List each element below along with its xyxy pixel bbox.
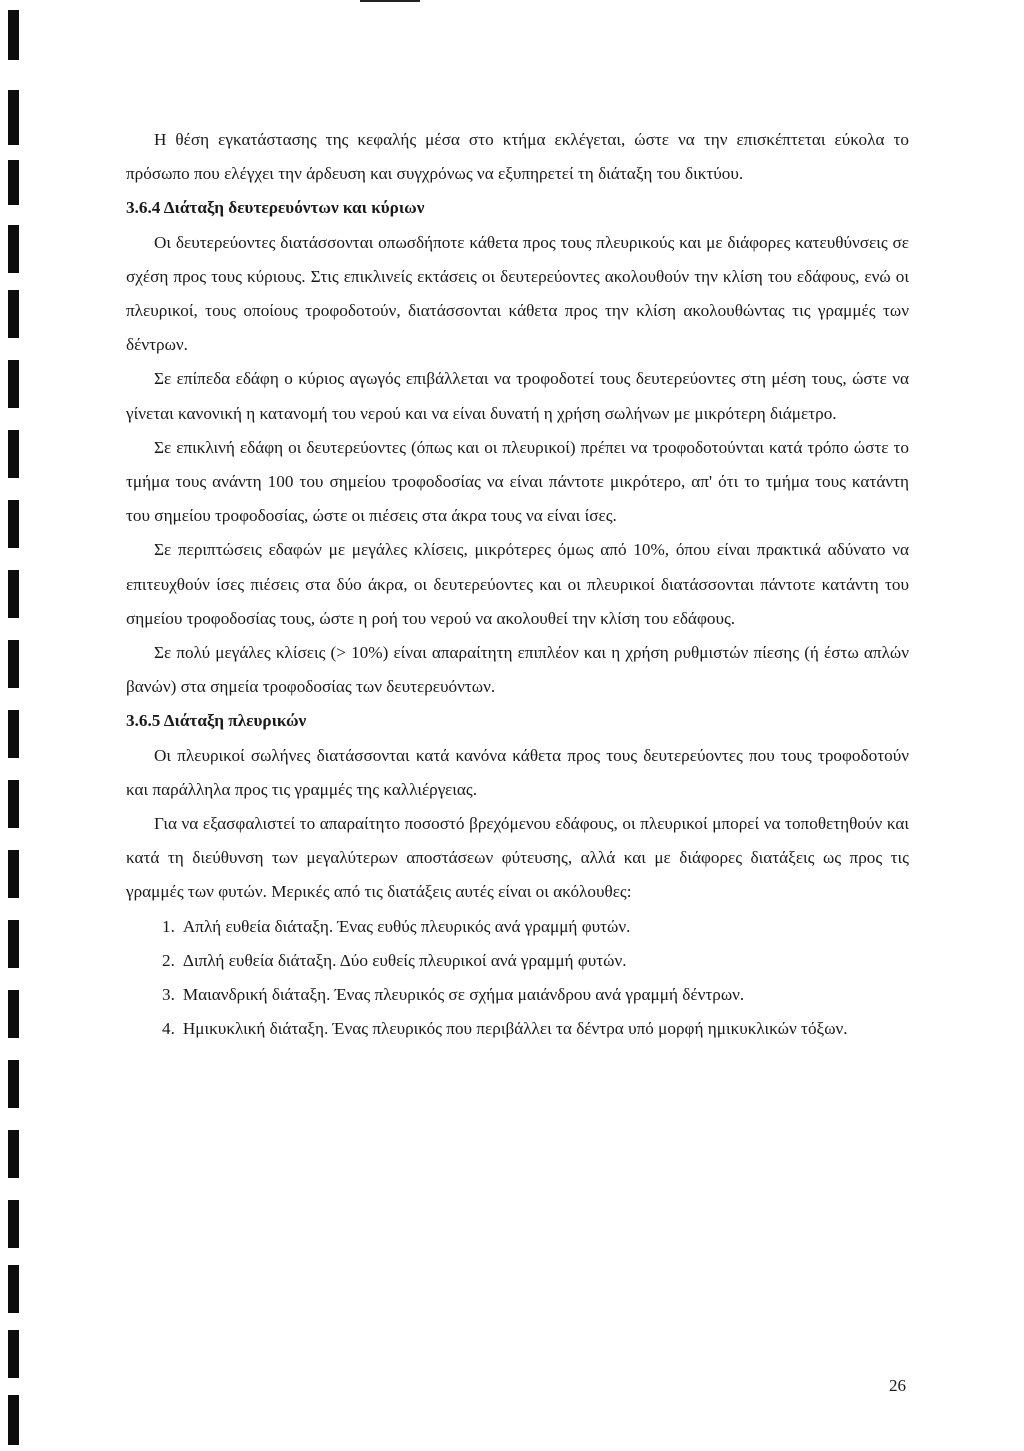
paragraph-very-steep-slopes: Σε πολύ μεγάλες κλίσεις (> 10%) είναι απαραίτητη επιπλέον και η χρήση ρυθμιστών πίεσης (ή έστω απλών βανών) στα σημεία τροφοδοσίας των δευτερευόντων. bbox=[126, 643, 909, 697]
binding-mark bbox=[8, 160, 19, 205]
binding-mark bbox=[8, 1330, 19, 1378]
list-item-text: Διπλή ευθεία διάταξη. Δύο ευθείς πλευρικοί ανά γραμμή φυτών. bbox=[182, 950, 627, 970]
binding-mark bbox=[8, 1395, 19, 1445]
list-item-text: Απλή ευθεία διάταξη. Ένας ευθύς πλευρικός ανά γραμμή φυτών. bbox=[182, 916, 631, 936]
list-item-number: 2. bbox=[162, 950, 175, 970]
scan-edge-line bbox=[360, 0, 420, 2]
binding-mark bbox=[8, 850, 19, 898]
binding-mark bbox=[8, 780, 19, 828]
binding-mark bbox=[8, 640, 19, 688]
list-item-number: 1. bbox=[162, 916, 175, 936]
binding-mark bbox=[8, 225, 19, 273]
page-number: 26 bbox=[889, 1376, 906, 1395]
binding-mark bbox=[8, 710, 19, 758]
list-item bbox=[126, 944, 909, 978]
layout-types-list bbox=[126, 910, 909, 1047]
paragraph-laterals-layout: Οι πλευρικοί σωλήνες διατάσσονται κατά κανόνα κάθετα προς τους δευτερεύοντες που τους τροφοδοτούν και παράλληλα προς τις γραμμές της καλλιέργειας. bbox=[126, 745, 909, 799]
list-item-text: Μαιανδρική διάταξη. Ένας πλευρικός σε σχήμα μαιάνδρου ανά γραμμή δέντρων. bbox=[182, 985, 745, 1005]
paragraph-head-location: Η θέση εγκατάστασης της κεφαλής μέσα στο κτήμα εκλέγεται, ώστε να την επισκέπτεται εύκολα το πρόσωπο που ελέγχει την άρδευση και συγχρόνως να εξυπηρετεί τη διάταξη του δικτύου. bbox=[126, 130, 909, 184]
binding-mark bbox=[8, 1200, 19, 1248]
binding-mark bbox=[8, 10, 19, 60]
binding-mark bbox=[8, 990, 19, 1038]
list-item-number: 3. bbox=[162, 985, 175, 1005]
section-heading-3-6-4: 3.6.4 Διάταξη δευτερευόντων και κύριων bbox=[126, 198, 425, 218]
list-item bbox=[126, 978, 909, 1012]
binding-mark bbox=[8, 920, 19, 968]
paragraph-secondary-layout: Οι δευτερεύοντες διατάσσονται οπωσδήποτε κάθετα προς τους πλευρικούς και με διάφορες κατευθύνσεις σε σχέση προς τους κύριους. Στις επικλινείς εκτάσεις οι δευτερεύοντες ακολουθούν την κλίση του εδάφους, ενώ οι πλευρικοί, τους οποίους τροφοδοτούν, διατάσσονται κάθετα προς την κλίση ακολουθώντας τις γραμμές των δέντρων. bbox=[126, 232, 909, 355]
binding-mark bbox=[8, 360, 19, 408]
list-item bbox=[126, 910, 909, 944]
binding-mark bbox=[8, 1130, 19, 1178]
list-item-text: Ημικυκλική διάταξη. Ένας πλευρικός που περιβάλλει τα δέντρα υπό μορφή ημικυκλικών τόξων. bbox=[182, 1019, 848, 1039]
paragraph-flat-terrain: Σε επίπεδα εδάφη ο κύριος αγωγός επιβάλλεται να τροφοδοτεί τους δευτερεύοντες στη μέση τους, ώστε να γίνεται κανονική η κατανομή του νερού και να είναι δυνατή η χρήση σωλήνων με μικρότερη διάμετρο. bbox=[126, 369, 909, 423]
section-heading-3-6-5: 3.6.5 Διάταξη πλευρικών bbox=[126, 711, 307, 731]
binding-mark bbox=[8, 570, 19, 618]
binding-mark bbox=[8, 1060, 19, 1108]
binding-mark bbox=[8, 90, 19, 145]
paragraph-sloped-terrain: Σε επικλινή εδάφη οι δευτερεύοντες (όπως και οι πλευρικοί) πρέπει να τροφοδοτούνται κατά τρόπο ώστε το τμήμα τους ανάντη 100 του σημείου τροφοδοσίας να είναι πάντοτε μικρότερο, απ' ότι το τμήμα τους κατάντη του σημείου τροφοδοσίας, ώστε οι πιέσεις στα άκρα τους να είναι ίσες. bbox=[126, 437, 909, 526]
binding-mark bbox=[8, 1265, 19, 1313]
list-item-number: 4. bbox=[162, 1019, 175, 1039]
paragraph-wetted-soil: Για να εξασφαλιστεί το απαραίτητο ποσοστό βρεχόμενου εδάφους, οι πλευρικοί μπορεί να τοποθετηθούν και κατά τη διεύθυνση των μεγαλύτερων αποστάσεων φύτευσης, αλλά και με διάφορες διατάξεις ως προς τις γραμμές των φυτών. Μερικές από τις διατάξεις αυτές είναι οι ακόλουθες: bbox=[126, 814, 909, 902]
binding-mark bbox=[8, 430, 19, 478]
paragraph-steep-slopes: Σε περιπτώσεις εδαφών με μεγάλες κλίσεις, μικρότερες όμως από 10%, όπου είναι πρακτικά αδύνατο να επιτευχθούν ίσες πιέσεις στα δύο άκρα, οι δευτερεύοντες και οι πλευρικοί διατάσσονται πάντοτε κατάντη του σημείου τροφοδοσίας τους, ώστε η ροή του νερού να ακολουθεί την κλίση του εδάφους. bbox=[126, 540, 909, 628]
binding-mark bbox=[8, 500, 19, 548]
list-item bbox=[126, 1012, 909, 1046]
document-body bbox=[126, 123, 909, 1046]
binding-mark bbox=[8, 290, 19, 338]
